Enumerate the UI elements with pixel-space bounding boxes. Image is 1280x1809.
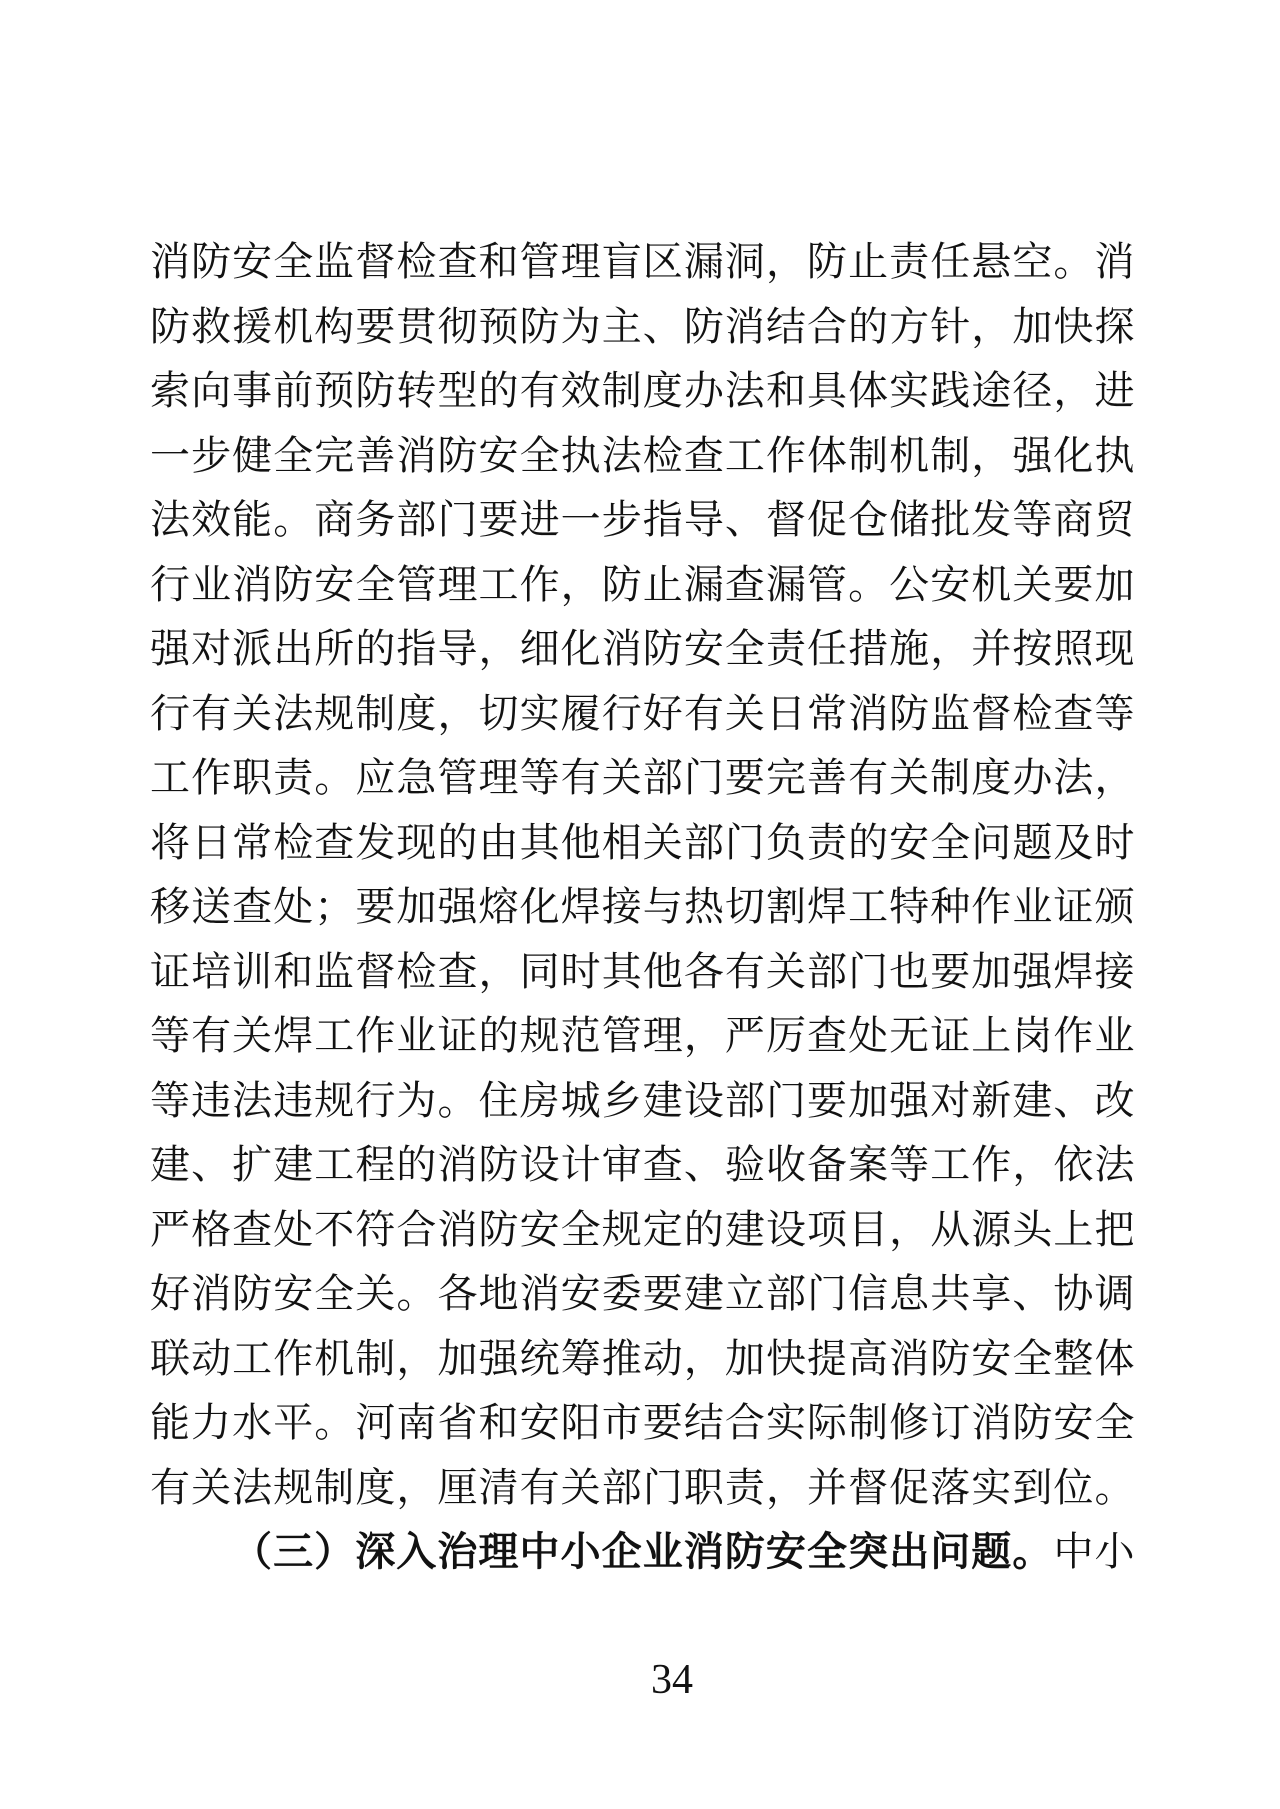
paragraph-continuation [150,230,1135,1520]
text-line: 一步健全完善消防安全执法检查工作体制机制，强化执 [150,432,1135,478]
text-line: 有关法规制度，厘清有关部门职责，并督促落实到位。 [150,1464,1135,1510]
text-line: 行业消防安全管理工作，防止漏查漏管。公安机关要加 [150,561,1135,607]
text-line: 将日常检查发现的由其他相关部门负责的安全问题及时 [150,819,1135,865]
section-heading-line [150,1520,1135,1585]
text-line: 防救援机构要贯彻预防为主、防消结合的方针，加快探 [150,303,1135,349]
text-line: 等有关焊工作业证的规范管理，严厉查处无证上岗作业 [150,1013,1135,1058]
text-line: 移送查处；要加强熔化焊接与热切割焊工特种作业证颁 [150,884,1135,929]
page-number: 34 [651,1657,693,1703]
text-line: 行有关法规制度，切实履行好有关日常消防监督检查等 [150,690,1135,736]
text-line: 等违法违规行为。住房城乡建设部门要加强对新建、改 [150,1077,1135,1123]
text-line: 索向事前预防转型的有效制度办法和具体实践途径，进 [150,368,1135,413]
text-line: 法效能。商务部门要进一步指导、督促仓储批发等商贸 [150,497,1135,542]
text-line: 消防安全监督检查和管理盲区漏洞，防止责任悬空。消 [150,239,1135,284]
paragraph-start-text: 中小 [1053,1529,1136,1574]
text-line: 建、扩建工程的消防设计审查、验收备案等工作，依法 [150,1142,1135,1187]
text-line: 严格查处不符合消防安全规定的建设项目，从源头上把 [150,1206,1135,1252]
text-line: 联动工作机制，加强统筹推动，加快提高消防安全整体 [150,1335,1135,1381]
body-text-block [150,230,1135,1585]
text-line: 好消防安全关。各地消安委要建立部门信息共享、协调 [150,1271,1135,1316]
text-line: 能力水平。河南省和安阳市要结合实际制修订消防安全 [150,1400,1135,1445]
text-line: 强对派出所的指导，细化消防安全责任措施，并按照现 [150,626,1135,671]
text-line: 工作职责。应急管理等有关部门要完善有关制度办法， [150,755,1135,800]
text-line: 证培训和监督检查，同时其他各有关部门也要加强焊接 [150,948,1135,994]
section-heading-text: （三）深入治理中小企业消防安全突出问题。 [232,1529,1054,1574]
